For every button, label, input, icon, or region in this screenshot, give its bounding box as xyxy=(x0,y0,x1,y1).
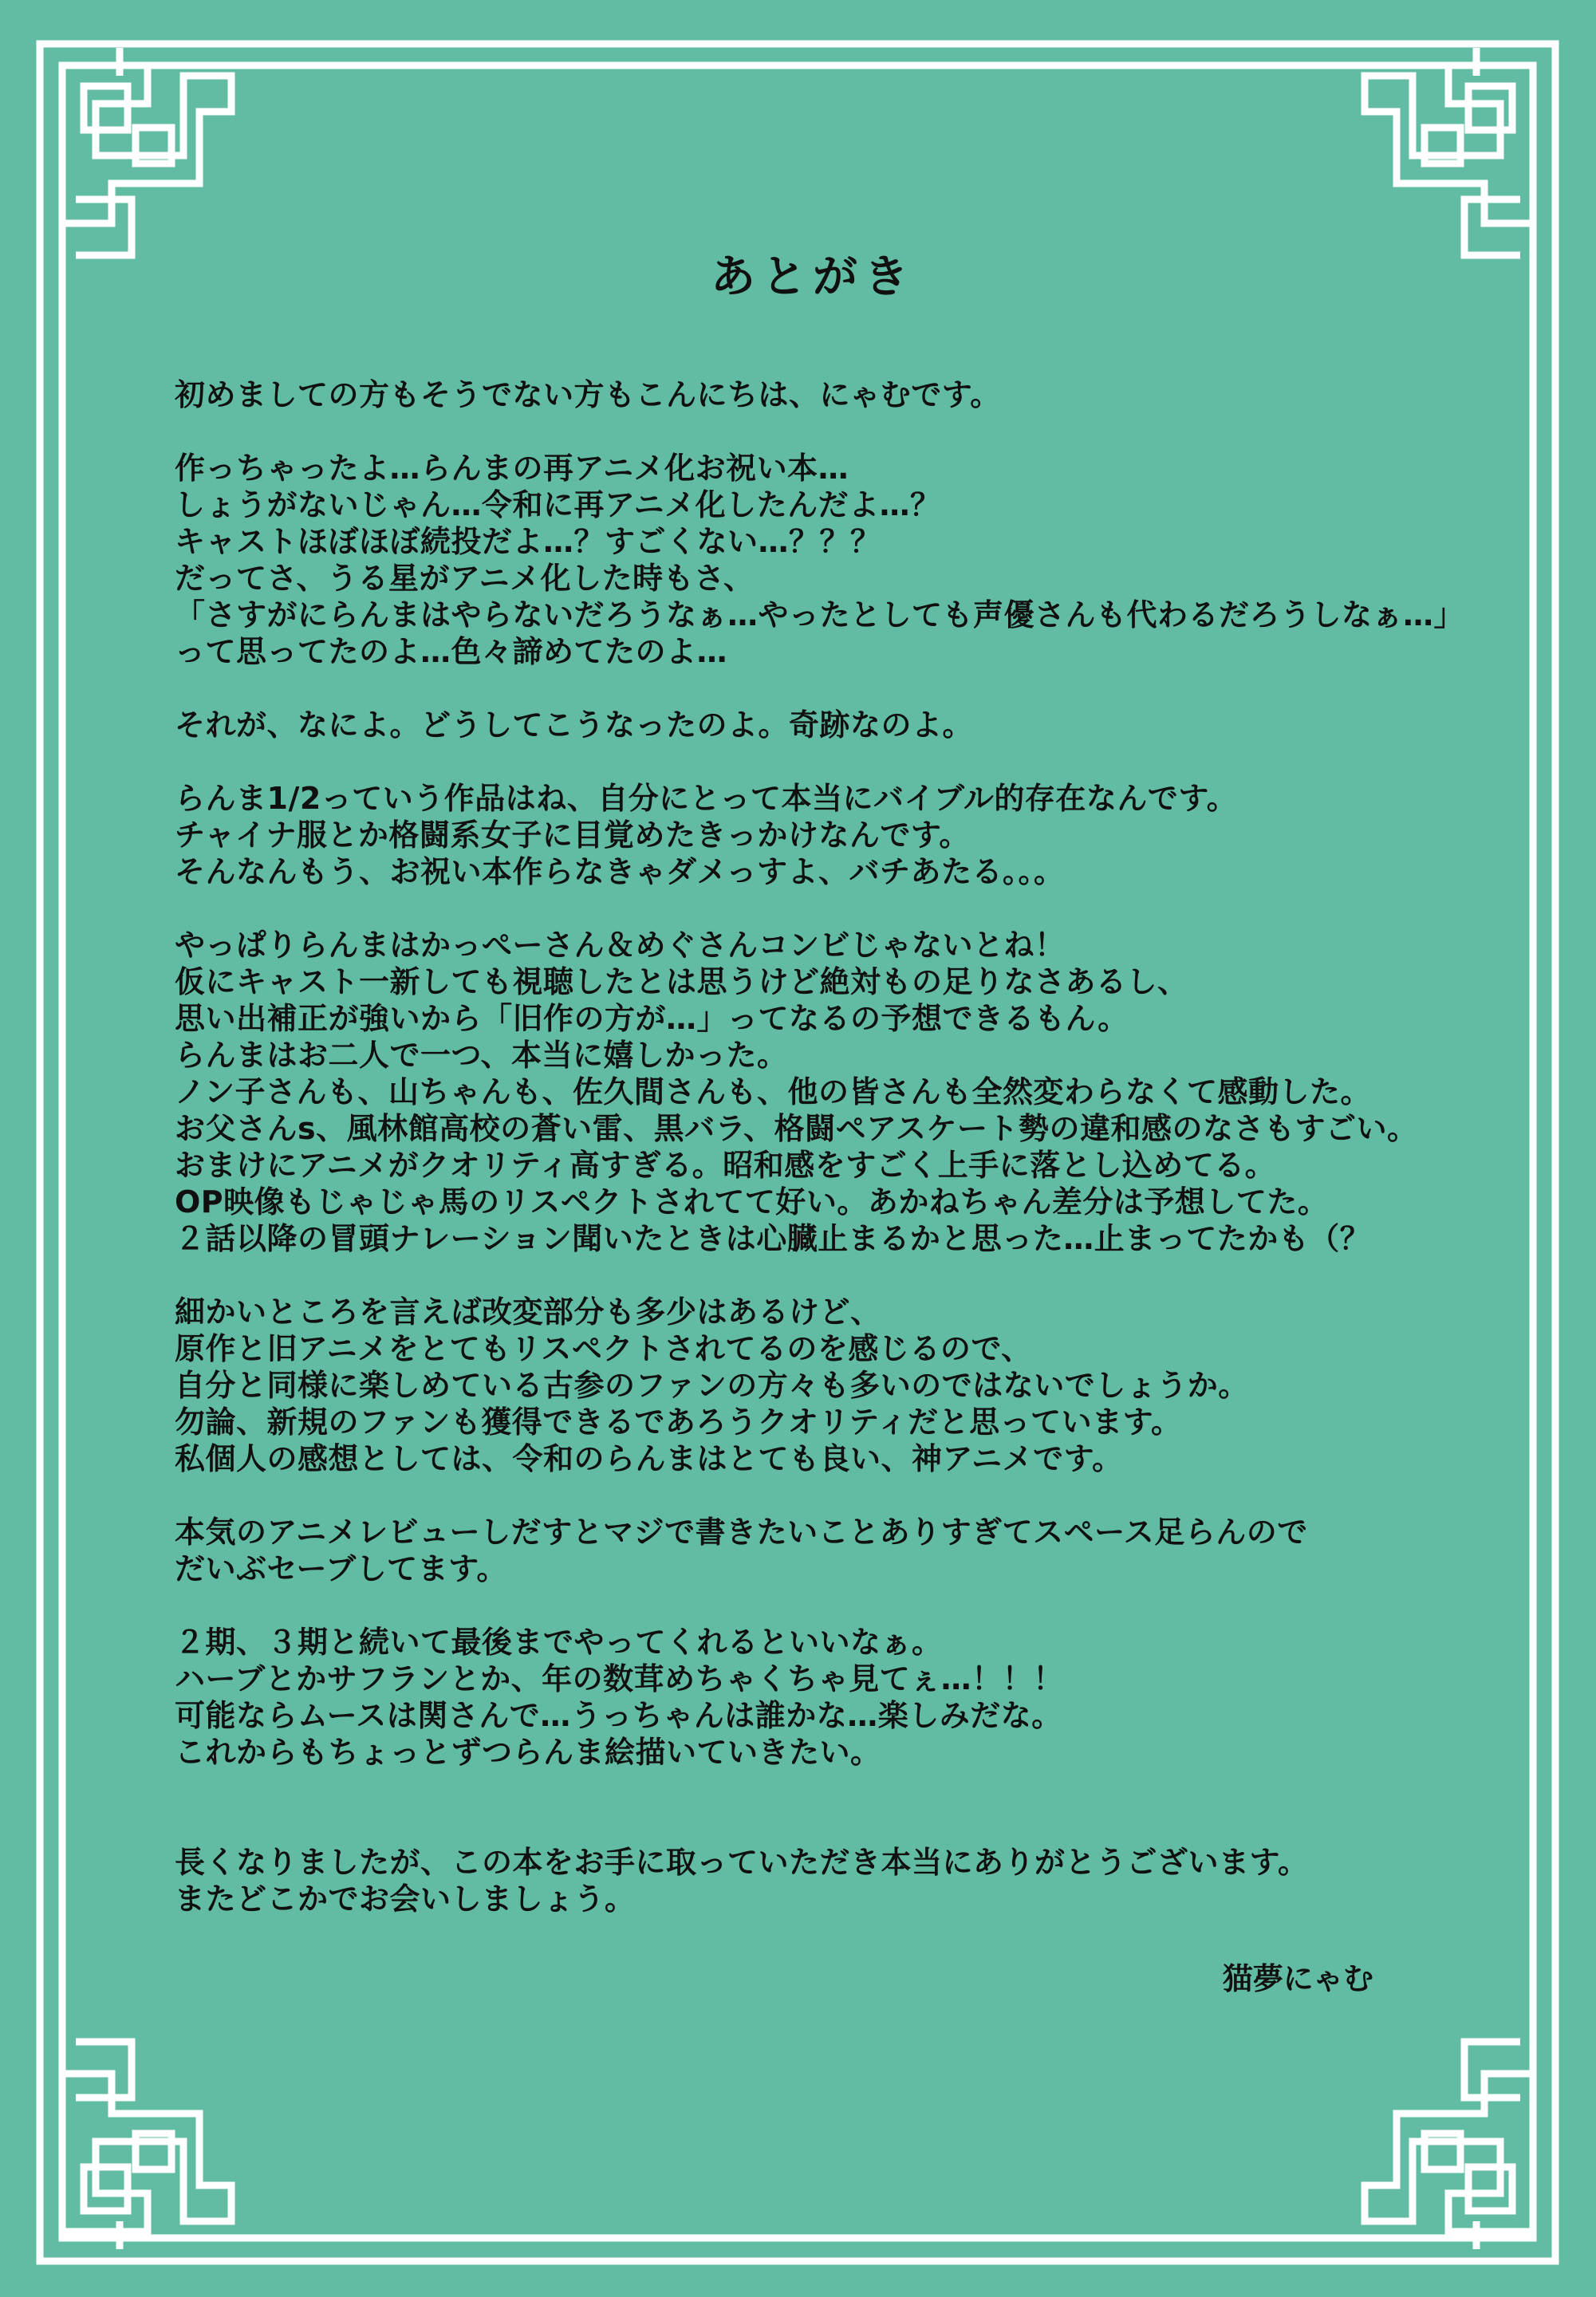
text-line: 勿論、新規のファンも獲得できるであろうクオリティだと思っています。 xyxy=(175,1405,1182,1440)
text-line: って思ってたのよ…色々諦めてたのよ… xyxy=(175,634,728,669)
text-line: しょうがないじゃん…令和に再アニメ化したんだよ…？ xyxy=(175,487,941,522)
afterword-content xyxy=(175,251,1465,1954)
text-line: 私個人の感想としては、令和のらんまはとても良い、神アニメです。 xyxy=(175,1441,1123,1476)
paragraph xyxy=(175,1844,1451,1917)
text-line: お父さんs、風林館高校の蒼い雷、黒バラ、格闘ペアスケート勢の違和感のなさもすごい。 xyxy=(175,1111,1418,1146)
text-line: 「さすがにらんまはやらないだろうなぁ…やったとしても声優さんも代わるだろうしなぁ…」 xyxy=(175,597,1465,632)
corner-knot-bottom-left-icon xyxy=(62,2042,231,2249)
paragraph xyxy=(175,780,1451,890)
text-line: だってさ、うる星がアニメ化した時もさ、 xyxy=(175,561,755,596)
paragraph xyxy=(175,376,1451,413)
text-line: 思い出補正が強いから「旧作の方が…」ってなるの予想できるもん。 xyxy=(175,1001,1129,1036)
text-line: らんま1/2っていう作品はね、自分にとって本当にバイブル的存在なんです。 xyxy=(175,781,1238,816)
author-signature: 猫夢にゃむ xyxy=(1222,1961,1373,1996)
text-line: そんなんもう、お祝い本作らなきゃダメっすよ、バチあたる。。。 xyxy=(175,854,1065,889)
text-line: これからもちょっとずつらんま絵描いていきたい。 xyxy=(175,1735,881,1770)
text-line: だいぶセーブしてます。 xyxy=(175,1551,508,1586)
paragraph xyxy=(175,927,1451,1257)
text-line: ハーブとかサフランとか、年の数茸めちゃくちゃ見てぇ…！！！ xyxy=(175,1661,1064,1696)
text-line: 仮にキャスト一新しても視聴したとは思うけど絶対もの足りなさあるし、 xyxy=(175,964,1188,999)
text-line: ２話以降の冒頭ナレーション聞いたときは心臓止まるかと思った…止まってたかも（？ xyxy=(175,1221,1371,1256)
text-line: それが、なによ。どうしてこうなったのよ。奇跡なのよ。 xyxy=(175,707,974,743)
corner-knot-top-right-icon xyxy=(1365,48,1534,255)
text-line: 自分と同様に楽しめている古参のファンの方々も多いのではないでしょうか。 xyxy=(175,1368,1249,1403)
text-line: 初めましての方もそうでない方もこんにちは、にゃむです。 xyxy=(175,377,1001,412)
text-line: 長くなりましたが、この本をお手に取っていただき本当にありがとうございます。 xyxy=(175,1845,1309,1880)
paragraph xyxy=(175,450,1465,670)
afterword-body xyxy=(175,376,1465,1917)
paragraph xyxy=(175,1514,1451,1587)
corner-knot-bottom-right-icon xyxy=(1365,2042,1534,2249)
text-line: 本気のアニメレビューしだすとマジで書きたいことありすぎてスペース足らんので xyxy=(175,1515,1308,1550)
text-line: 可能ならムースは関さんで…うっちゃんは誰かな…楽しみだな。 xyxy=(175,1698,1062,1733)
corner-knot-top-left-icon xyxy=(62,48,231,255)
text-line: 原作と旧アニメをとてもリスペクトされてるのを感じるので、 xyxy=(175,1331,1032,1366)
text-line: 作っちゃったよ…らんまの再アニメ化お祝い本… xyxy=(175,451,849,486)
text-line: またどこかでお会いしましょう。 xyxy=(175,1881,636,1917)
text-line: OP映像もじゃじゃ馬のリスペクトされてて好い。あかねちゃん差分は予想してた。 xyxy=(175,1184,1329,1219)
text-line: キャストほぼほぼ続投だよ…？すごくない…？？？ xyxy=(175,524,881,559)
paragraph xyxy=(175,707,1451,743)
paragraph xyxy=(175,1624,1451,1771)
paragraph xyxy=(175,1294,1451,1477)
text-line: ノン子さんも、山ちゃんも、佐久間さんも、他の皆さんも全然変わらなくて感動した。 xyxy=(175,1074,1371,1109)
text-line: 細かいところを言えば改変部分も多少はあるけど、 xyxy=(175,1294,881,1330)
text-line: やっぱりらんまはかっぺーさん＆めぐさんコンビじゃないとね！ xyxy=(175,928,1066,963)
text-line: ２期、３期と続いて最後までやってくれるといいなぁ。 xyxy=(175,1625,943,1660)
text-line: チャイナ服とか格闘系女子に目覚めたきっかけなんです。 xyxy=(175,818,970,853)
page-title: あとがき xyxy=(711,251,915,303)
text-line: らんまはお二人で一つ、本当に嬉しかった。 xyxy=(175,1038,788,1073)
text-line: おまけにアニメがクオリティ高すぎる。昭和感をすごく上手に落とし込めてる。 xyxy=(175,1148,1276,1183)
